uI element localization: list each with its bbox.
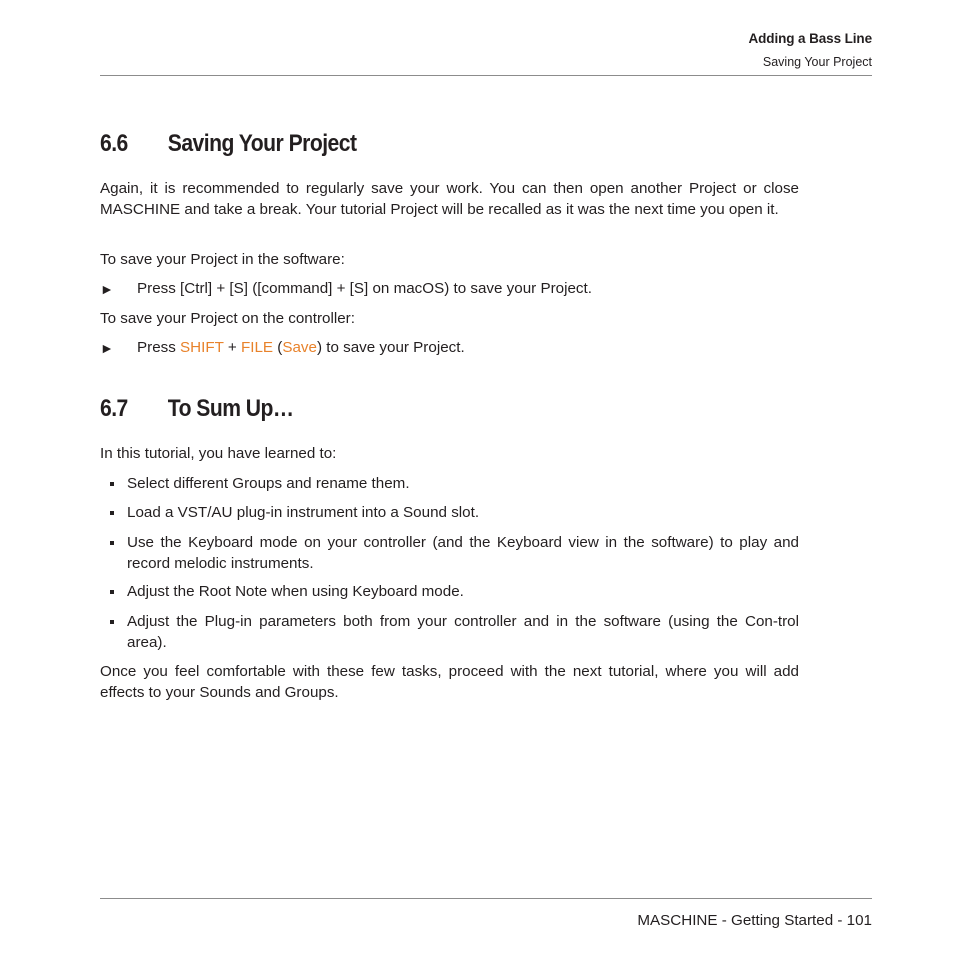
list-item-text: Adjust the Root Note when using Keyboard mode. — [127, 583, 464, 600]
save-function-label: Save — [282, 339, 317, 356]
step-text — [137, 338, 465, 358]
bullet-icon — [110, 590, 114, 594]
arrow-right-icon: ► — [100, 340, 114, 356]
section-number: 6.7 — [100, 395, 128, 422]
list-item-text: Use the Keyboard mode on your controller (and the Keyboard view in the software) to play and record melodic instruments. — [127, 534, 799, 572]
page-footer: MASCHINE - Getting Started - 101 — [637, 912, 872, 929]
running-header-chapter: Adding a Bass Line — [748, 31, 872, 46]
summary-lead: In this tutorial, you have learned to: — [100, 445, 337, 462]
file-button-label: FILE — [240, 339, 274, 356]
list-item-text: Adjust the Plug-in parameters both from your controller and in the software (using the Con-trol area). — [127, 613, 799, 651]
shift-button-label: SHIFT — [180, 339, 224, 356]
closing-paragraph: Once you feel comfortable with these few tasks, proceed with the next tutorial, where you will add effects to your Sounds and Groups. — [100, 663, 799, 701]
bullet-icon — [110, 541, 114, 545]
running-header-section: Saving Your Project — [762, 55, 872, 69]
bullet-icon — [110, 620, 114, 624]
plus-text: + — [223, 339, 241, 356]
list-item-text: Select different Groups and rename them. — [127, 475, 410, 492]
section-heading-6-7 — [100, 395, 294, 423]
section-title: To Sum Up… — [167, 395, 294, 422]
bullet-icon — [110, 511, 114, 515]
section-number: 6.6 — [100, 130, 128, 157]
list-item-text: Load a VST/AU plug-in instrument into a Sound slot. — [127, 504, 480, 521]
press-text: Press — [137, 339, 181, 356]
arrow-right-icon: ► — [100, 281, 114, 297]
bullet-icon — [110, 482, 114, 486]
software-lead: To save your Project in the software: — [100, 251, 345, 268]
intro-paragraph: Again, it is recommended to regularly save your work. You can then open another Project or close MASCHINE and take a break. Your tutorial Project will be recalled as it was the next time you open it. — [100, 180, 799, 218]
footer-divider — [100, 898, 872, 899]
step-text: Press [Ctrl] + [S] ([command] + [S] on macOS) to save your Project. — [137, 280, 592, 297]
section-title: Saving Your Project — [167, 130, 357, 157]
controller-lead: To save your Project on the controller: — [100, 310, 355, 327]
rest-text: ) to save your Project. — [316, 339, 465, 356]
header-divider — [100, 75, 872, 76]
section-heading-6-6 — [100, 130, 356, 158]
paren-text: ( — [273, 339, 283, 356]
